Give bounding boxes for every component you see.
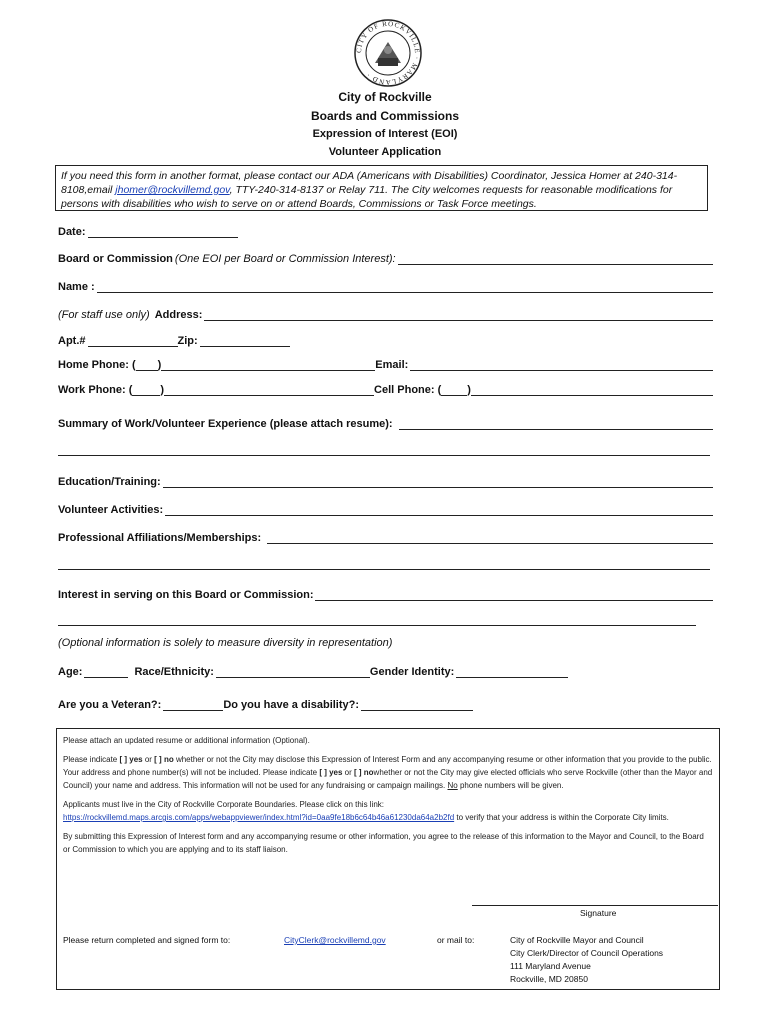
race-field[interactable]	[216, 666, 370, 678]
ada-notice	[55, 165, 708, 211]
education-row	[58, 472, 713, 488]
age-field[interactable]	[84, 666, 128, 678]
board-label: Board or Commission	[58, 253, 173, 265]
svg-text:CITY OF ROCKVILLE · MARYLAND ·: CITY OF ROCKVILLE · MARYLAND ·	[354, 19, 422, 87]
volunteer-title: Volunteer Application	[328, 146, 442, 158]
affiliations-label: Professional Affiliations/Memberships:	[58, 532, 262, 544]
boards-title: Boards and Commissions	[310, 109, 460, 123]
interest-field[interactable]	[315, 589, 713, 601]
email-field[interactable]	[410, 359, 713, 371]
home-phone-paren: )	[157, 359, 162, 371]
name-label: Name :	[58, 281, 95, 293]
date-field[interactable]	[88, 226, 238, 238]
board-field[interactable]	[398, 253, 713, 265]
summary-field[interactable]	[399, 418, 713, 430]
interest-label: Interest in serving on this Board or Commission:	[58, 589, 314, 601]
staff-use-note: (For staff use only)	[58, 309, 150, 321]
disability-field[interactable]	[361, 699, 473, 711]
interest-row	[58, 585, 713, 601]
race-label: Race/Ethnicity:	[134, 666, 214, 678]
apt-field[interactable]	[88, 335, 178, 347]
work-phone-label: Work Phone: (	[58, 384, 133, 396]
yes-checkbox-1[interactable]: [ ] yes	[119, 755, 143, 764]
summary-row	[58, 414, 713, 430]
gender-label: Gender Identity:	[369, 666, 455, 678]
address-label: Address:	[154, 309, 203, 321]
work-phone-paren: )	[160, 384, 165, 396]
demographics-row	[58, 662, 713, 678]
ada-text-1: If you need this form in another format, please contact our ADA (Americans with Disabilities) Coordinator, Jessica Homer at 240-314-8108,email	[61, 170, 678, 196]
no-checkbox-1[interactable]: [ ] no	[154, 755, 174, 764]
volunteer-row	[58, 500, 713, 516]
address-row	[58, 305, 713, 321]
interest-line-2[interactable]	[58, 625, 696, 626]
veteran-label: Are you a Veteran?:	[58, 699, 162, 711]
date-label: Date:	[58, 226, 86, 238]
or-mail-label: or mail to:	[437, 935, 475, 945]
ada-text-2: , TTY-240-314-8137 or Relay 711. The City welcomes requests for reasonable modifications for persons with disabilities who wish to serve on or attend Boards, Commissions or Task Force meetings.	[61, 184, 673, 210]
volunteer-field[interactable]	[165, 504, 713, 516]
age-label: Age:	[58, 666, 83, 678]
ada-email-link[interactable]: jhomer@rockvillemd.gov	[115, 184, 230, 196]
work-phone-row	[58, 380, 713, 396]
home-phone-label: Home Phone: (	[58, 359, 136, 371]
boundaries-map-link[interactable]: https://rockvillemd.maps.arcgis.com/apps/webappviewer/index.html?id=0aa9fe18b6c64b46a61230da64a2b2fd	[63, 813, 455, 822]
mailing-address	[510, 934, 663, 986]
cell-phone-paren: )	[467, 384, 471, 396]
city-seal-logo	[353, 18, 423, 88]
board-row	[58, 249, 713, 265]
notice-disclosure: Please indicate [ ] yes or [ ] no whether or not the City may disclose this Expression of Interest Form and any accompanying resume or other information that you provide to the public. Your address and phone number(s) will not be included. Please indicate [ ] yes or [ ] nowhether or not the City may give elected officials who serve Rockville (other than the Mayor and Council) your name and address. This information will not be used for any fundraising or campaign mailings. No phone numbers will be given.	[63, 755, 713, 790]
signature-line[interactable]	[472, 905, 718, 906]
name-row	[58, 277, 713, 293]
veteran-row	[58, 695, 713, 711]
yes-checkbox-2[interactable]: [ ] yes	[319, 768, 343, 777]
notice-attach: Please attach an updated resume or additional information (Optional).	[63, 736, 310, 745]
name-field[interactable]	[97, 281, 713, 293]
address-line-3: 111 Maryland Avenue	[510, 961, 591, 971]
gender-field[interactable]	[456, 666, 568, 678]
education-field[interactable]	[163, 476, 713, 488]
notice-release: By submitting this Expression of Interest form and any accompanying resume or other information, you agree to the release of this information to the Mayor and Council, to the Board or Commission to which you are applying and to its staff liaison.	[63, 832, 704, 854]
no-checkbox-2[interactable]: [ ] no	[354, 768, 374, 777]
address-line-1: City of Rockville Mayor and Council	[510, 935, 644, 945]
affiliations-line-2[interactable]	[58, 569, 710, 570]
return-instructions: Please return completed and signed form to:	[63, 935, 231, 945]
volunteer-label: Volunteer Activities:	[58, 504, 164, 516]
board-note: (One EOI per Board or Commission Interest):	[174, 253, 396, 265]
email-label: Email:	[375, 359, 409, 371]
city-title: City of Rockville	[338, 90, 432, 104]
education-label: Education/Training:	[58, 476, 161, 488]
cell-phone-label: Cell Phone: (	[374, 384, 442, 396]
home-phone-field[interactable]	[161, 359, 375, 371]
city-clerk-email-link[interactable]: CityClerk@rockvillemd.gov	[284, 935, 386, 945]
affiliations-field[interactable]	[267, 532, 713, 544]
zip-field[interactable]	[200, 335, 290, 347]
date-row	[58, 222, 713, 238]
work-phone-area[interactable]	[132, 384, 160, 396]
affiliations-row	[58, 528, 713, 544]
signature-label: Signature	[580, 908, 617, 918]
summary-line-2[interactable]	[58, 455, 710, 456]
cell-phone-field[interactable]	[471, 384, 713, 396]
address-field[interactable]	[204, 309, 713, 321]
home-phone-area[interactable]	[136, 359, 158, 371]
address-line-2: City Clerk/Director of Council Operations	[510, 948, 664, 958]
cell-phone-area[interactable]	[441, 384, 467, 396]
home-phone-row	[58, 355, 713, 371]
optional-info-note: (Optional information is solely to measure diversity in representation)	[58, 637, 393, 649]
address-line-4: Rockville, MD 20850	[510, 974, 588, 984]
zip-label: Zip:	[177, 335, 198, 347]
eoi-title: Expression of Interest (EOI)	[312, 128, 458, 140]
veteran-field[interactable]	[163, 699, 223, 711]
apt-label: Apt.#	[58, 335, 86, 347]
summary-label: Summary of Work/Volunteer Experience (please attach resume):	[58, 418, 393, 430]
work-phone-field[interactable]	[164, 384, 374, 396]
notice-boundaries: Applicants must live in the City of Rockville Corporate Boundaries. Please click on this link: https://rockvillemd.maps.arcgis.com/apps/webappviewer/index.html?id=0aa9fe18b6c64b46a61230da64a2b2fd to verify that your address is within the Corporate City limits.	[63, 800, 669, 822]
apt-zip-row	[58, 331, 713, 347]
disability-label: Do you have a disability?:	[223, 699, 360, 711]
